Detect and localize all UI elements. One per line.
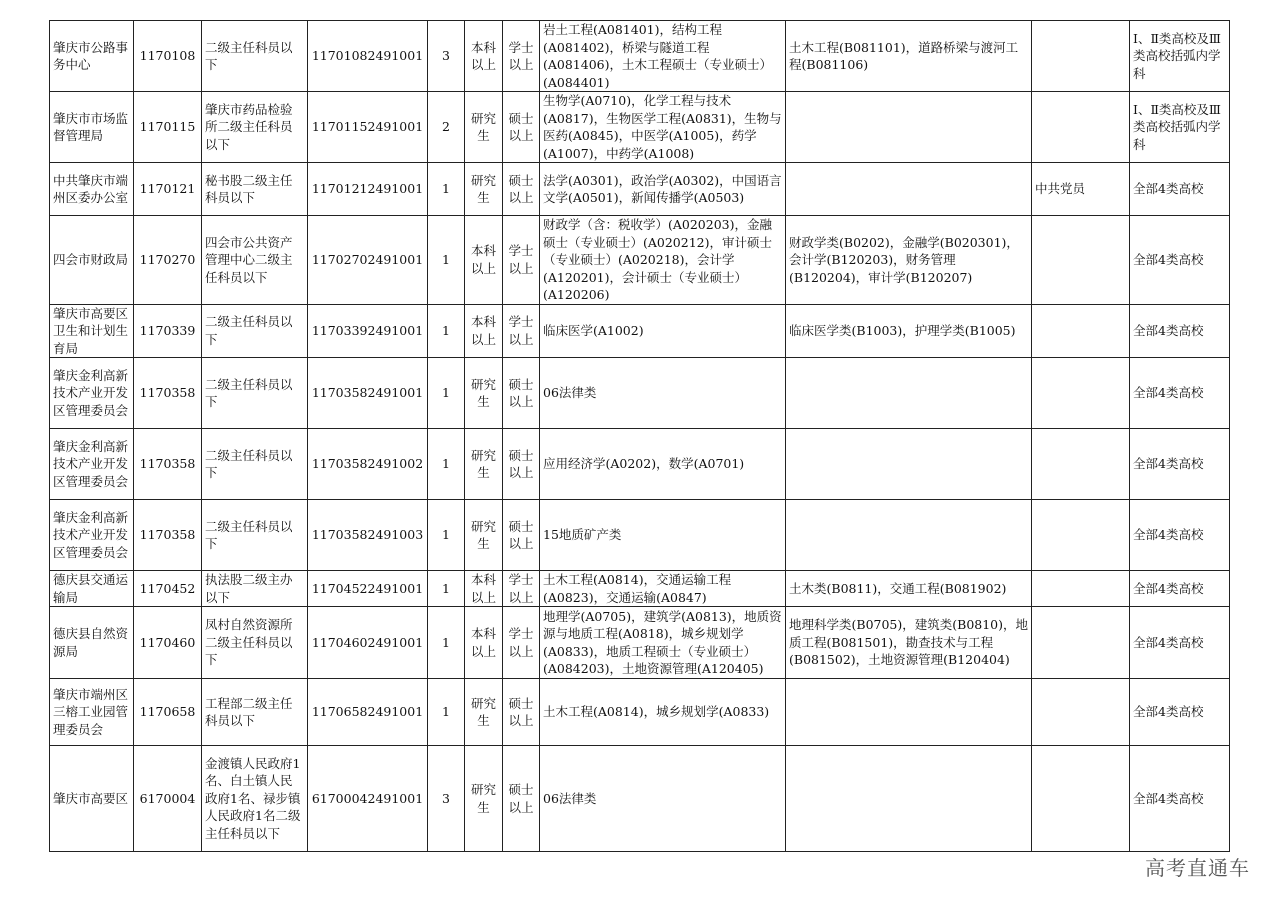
count-cell: 1 [428, 607, 465, 679]
count-cell: 1 [428, 571, 465, 607]
position-cell: 四会市公共资产管理中心二级主任科员以下 [202, 216, 308, 305]
position-cell: 二级主任科员以下 [202, 500, 308, 571]
other-requirement-cell [1032, 358, 1130, 429]
code-cell: 1170339 [134, 304, 202, 358]
unit-cell: 肇庆金利高新技术产业开发区管理委员会 [50, 358, 134, 429]
education-cell: 本科以上 [465, 216, 503, 305]
unit-cell: 肇庆金利高新技术产业开发区管理委员会 [50, 500, 134, 571]
other-requirement-cell: 中共党员 [1032, 163, 1130, 216]
degree-cell: 学士以上 [503, 21, 540, 92]
degree-cell: 硕士以上 [503, 500, 540, 571]
undergraduate-major-cell [786, 92, 1032, 163]
education-cell: 研究生 [465, 163, 503, 216]
other-requirement-cell [1032, 746, 1130, 852]
undergraduate-major-cell [786, 429, 1032, 500]
position-code-cell: 11701152491001 [308, 92, 428, 163]
position-cell: 执法股二级主办以下 [202, 571, 308, 607]
undergraduate-major-cell [786, 746, 1032, 852]
count-cell: 1 [428, 163, 465, 216]
undergraduate-major-cell [786, 358, 1032, 429]
unit-cell: 肇庆金利高新技术产业开发区管理委员会 [50, 429, 134, 500]
graduate-major-cell: 生物学(A0710)，化学工程与技术(A0817)，生物医学工程(A0831)，生物与医药(A0845)，中医学(A1005)，药学(A1007)，中药学(A1008) [540, 92, 786, 163]
education-cell: 研究生 [465, 679, 503, 746]
graduate-major-cell: 土木工程(A0814)，交通运输工程(A0823)，交通运输(A0847) [540, 571, 786, 607]
count-cell: 1 [428, 358, 465, 429]
school-category-cell: 全部4类高校 [1130, 163, 1230, 216]
position-code-cell: 11704602491001 [308, 607, 428, 679]
table-row [50, 746, 1230, 852]
undergraduate-major-cell: 地理科学类(B0705)，建筑类(B0810)，地质工程(B081501)，勘查技术与工程(B081502)，土地资源管理(B120404) [786, 607, 1032, 679]
degree-cell: 学士以上 [503, 607, 540, 679]
degree-cell: 硕士以上 [503, 163, 540, 216]
school-category-cell: 全部4类高校 [1130, 358, 1230, 429]
unit-cell: 肇庆市端州区三榕工业园管理委员会 [50, 679, 134, 746]
position-code-cell: 11706582491001 [308, 679, 428, 746]
other-requirement-cell [1032, 216, 1130, 305]
degree-cell: 学士以上 [503, 304, 540, 358]
other-requirement-cell [1032, 500, 1130, 571]
table-row [50, 304, 1230, 358]
other-requirement-cell [1032, 21, 1130, 92]
position-cell: 金渡镇人民政府1名、白土镇人民政府1名、禄步镇人民政府1名二级主任科员以下 [202, 746, 308, 852]
school-category-cell: 全部4类高校 [1130, 216, 1230, 305]
position-code-cell: 11703392491001 [308, 304, 428, 358]
count-cell: 1 [428, 216, 465, 305]
graduate-major-cell: 应用经济学(A0202)，数学(A0701) [540, 429, 786, 500]
position-cell: 工程部二级主任科员以下 [202, 679, 308, 746]
graduate-major-cell: 临床医学(A1002) [540, 304, 786, 358]
unit-cell: 四会市财政局 [50, 216, 134, 305]
school-category-cell: 全部4类高校 [1130, 571, 1230, 607]
education-cell: 研究生 [465, 746, 503, 852]
code-cell: 1170452 [134, 571, 202, 607]
graduate-major-cell: 06法律类 [540, 746, 786, 852]
position-code-cell: 61700042491001 [308, 746, 428, 852]
table-row [50, 216, 1230, 305]
table-row [50, 571, 1230, 607]
graduate-major-cell: 岩土工程(A081401)，结构工程(A081402)，桥梁与隧道工程(A081406)，土木工程硕士（专业硕士）(A084401) [540, 21, 786, 92]
unit-cell: 德庆县自然资源局 [50, 607, 134, 679]
code-cell: 1170358 [134, 429, 202, 500]
position-code-cell: 11701082491001 [308, 21, 428, 92]
education-cell: 本科以上 [465, 571, 503, 607]
undergraduate-major-cell [786, 163, 1032, 216]
code-cell: 1170358 [134, 500, 202, 571]
code-cell: 1170460 [134, 607, 202, 679]
graduate-major-cell: 地理学(A0705)，建筑学(A0813)，地质资源与地质工程(A0818)，城乡规划学(A0833)，地质工程硕士（专业硕士）(A084203)，土地资源管理(A120405) [540, 607, 786, 679]
table-row [50, 500, 1230, 571]
degree-cell: 硕士以上 [503, 429, 540, 500]
undergraduate-major-cell: 临床医学类(B1003)，护理学类(B1005) [786, 304, 1032, 358]
education-cell: 研究生 [465, 358, 503, 429]
position-code-cell: 11701212491001 [308, 163, 428, 216]
position-code-cell: 11704522491001 [308, 571, 428, 607]
other-requirement-cell [1032, 679, 1130, 746]
education-cell: 研究生 [465, 92, 503, 163]
undergraduate-major-cell: 土木类(B0811)，交通工程(B081902) [786, 571, 1032, 607]
position-cell: 秘书股二级主任科员以下 [202, 163, 308, 216]
position-code-cell: 11703582491003 [308, 500, 428, 571]
unit-cell: 德庆县交通运输局 [50, 571, 134, 607]
school-category-cell: 全部4类高校 [1130, 500, 1230, 571]
unit-cell: 中共肇庆市端州区委办公室 [50, 163, 134, 216]
graduate-major-cell: 财政学（含：税收学）(A020203)，金融硕士（专业硕士）(A020212)，审计硕士（专业硕士）(A020218)，会计学(A120201)，会计硕士（专业硕士）(A120206) [540, 216, 786, 305]
table-row [50, 163, 1230, 216]
job-table [49, 20, 1230, 852]
school-category-cell: 全部4类高校 [1130, 607, 1230, 679]
degree-cell: 硕士以上 [503, 679, 540, 746]
degree-cell: 硕士以上 [503, 358, 540, 429]
school-category-cell: Ⅰ、Ⅱ类高校及Ⅲ类高校括弧内学科 [1130, 92, 1230, 163]
position-code-cell: 11703582491001 [308, 358, 428, 429]
watermark-text: 高考直通车 [1145, 856, 1250, 880]
position-code-cell: 11702702491001 [308, 216, 428, 305]
degree-cell: 硕士以上 [503, 746, 540, 852]
school-category-cell: 全部4类高校 [1130, 304, 1230, 358]
education-cell: 本科以上 [465, 304, 503, 358]
unit-cell: 肇庆市市场监督管理局 [50, 92, 134, 163]
code-cell: 1170270 [134, 216, 202, 305]
code-cell: 1170358 [134, 358, 202, 429]
code-cell: 6170004 [134, 746, 202, 852]
count-cell: 2 [428, 92, 465, 163]
position-cell: 二级主任科员以下 [202, 429, 308, 500]
unit-cell: 肇庆市公路事务中心 [50, 21, 134, 92]
education-cell: 研究生 [465, 429, 503, 500]
education-cell: 本科以上 [465, 607, 503, 679]
graduate-major-cell: 06法律类 [540, 358, 786, 429]
position-code-cell: 11703582491002 [308, 429, 428, 500]
graduate-major-cell: 15地质矿产类 [540, 500, 786, 571]
unit-cell: 肇庆市高要区 [50, 746, 134, 852]
table-row [50, 429, 1230, 500]
education-cell: 研究生 [465, 500, 503, 571]
unit-cell: 肇庆市高要区卫生和计划生育局 [50, 304, 134, 358]
other-requirement-cell [1032, 571, 1130, 607]
education-cell: 本科以上 [465, 21, 503, 92]
other-requirement-cell [1032, 92, 1130, 163]
school-category-cell: 全部4类高校 [1130, 679, 1230, 746]
other-requirement-cell [1032, 429, 1130, 500]
graduate-major-cell: 土木工程(A0814)，城乡规划学(A0833) [540, 679, 786, 746]
count-cell: 3 [428, 21, 465, 92]
code-cell: 1170658 [134, 679, 202, 746]
undergraduate-major-cell [786, 500, 1032, 571]
degree-cell: 学士以上 [503, 571, 540, 607]
position-cell: 二级主任科员以下 [202, 21, 308, 92]
degree-cell: 硕士以上 [503, 92, 540, 163]
table-row [50, 607, 1230, 679]
school-category-cell: Ⅰ、Ⅱ类高校及Ⅲ类高校括弧内学科 [1130, 21, 1230, 92]
other-requirement-cell [1032, 607, 1130, 679]
undergraduate-major-cell [786, 679, 1032, 746]
count-cell: 3 [428, 746, 465, 852]
code-cell: 1170121 [134, 163, 202, 216]
degree-cell: 学士以上 [503, 216, 540, 305]
count-cell: 1 [428, 304, 465, 358]
table-row [50, 92, 1230, 163]
count-cell: 1 [428, 500, 465, 571]
count-cell: 1 [428, 429, 465, 500]
school-category-cell: 全部4类高校 [1130, 746, 1230, 852]
table-row [50, 679, 1230, 746]
undergraduate-major-cell: 财政学类(B0202)，金融学(B020301)，会计学(B120203)，财务管理(B120204)，审计学(B120207) [786, 216, 1032, 305]
other-requirement-cell [1032, 304, 1130, 358]
position-cell: 二级主任科员以下 [202, 304, 308, 358]
table-row [50, 358, 1230, 429]
position-cell: 凤村自然资源所二级主任科员以下 [202, 607, 308, 679]
position-cell: 肇庆市药品检验所二级主任科员以下 [202, 92, 308, 163]
code-cell: 1170108 [134, 21, 202, 92]
position-cell: 二级主任科员以下 [202, 358, 308, 429]
undergraduate-major-cell: 土木工程(B081101)，道路桥梁与渡河工程(B081106) [786, 21, 1032, 92]
graduate-major-cell: 法学(A0301)，政治学(A0302)，中国语言文学(A0501)，新闻传播学(A0503) [540, 163, 786, 216]
school-category-cell: 全部4类高校 [1130, 429, 1230, 500]
code-cell: 1170115 [134, 92, 202, 163]
count-cell: 1 [428, 679, 465, 746]
table-row [50, 21, 1230, 92]
